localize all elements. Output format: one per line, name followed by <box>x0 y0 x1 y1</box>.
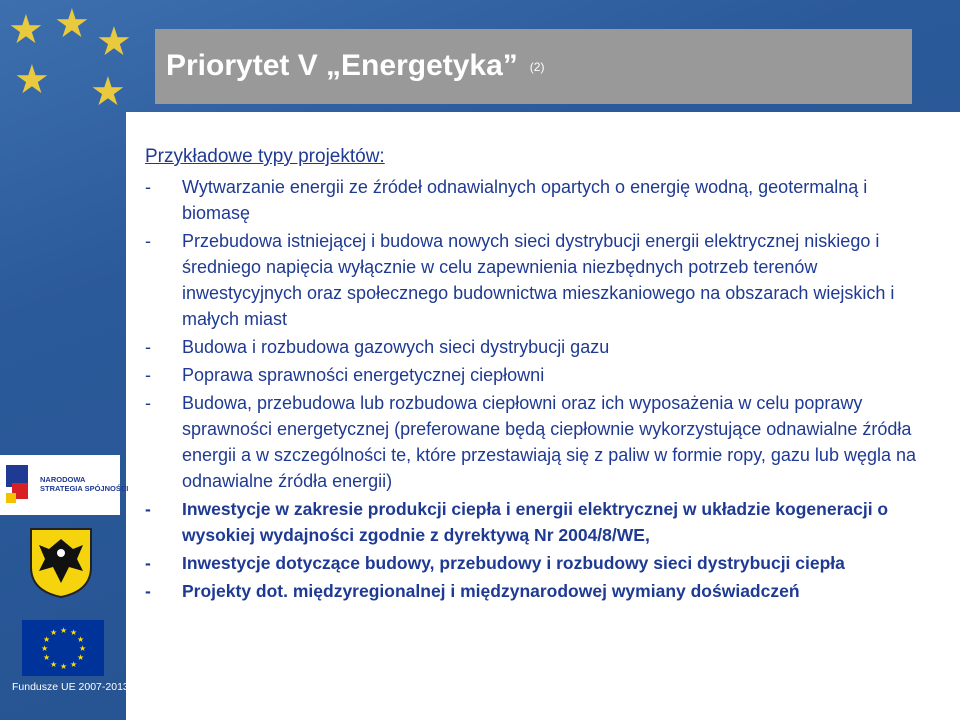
svg-text:★: ★ <box>41 644 49 653</box>
dash-marker: - <box>145 365 151 385</box>
list-item <box>145 496 940 548</box>
project-list <box>145 174 940 606</box>
star-icon: ★ <box>54 2 90 46</box>
svg-text:★: ★ <box>60 626 68 635</box>
svg-text:★: ★ <box>70 628 78 637</box>
list-item <box>145 334 940 360</box>
list-item-text: Projekty dot. międzyregionalnej i międzynarodowej wymiany doświadczeń <box>182 581 800 601</box>
nss-logo-icon <box>0 455 40 515</box>
list-item <box>145 228 940 332</box>
star-icon: ★ <box>90 70 126 114</box>
list-item-text: Budowa i rozbudowa gazowych sieci dystrybucji gazu <box>182 337 610 357</box>
list-item-text: Budowa, przebudowa lub rozbudowa ciepłowni oraz ich wyposażenia w celu poprawy sprawności energetycznej (preferowane będą ciepłownie wykorzystujące odnawialne źródła energii a w szczególności te, które przestawiają się z paliw w formie ropy, gazu lub węgla na odnawialne źródła energii) <box>182 393 917 491</box>
dash-marker: - <box>145 581 151 601</box>
coat-of-arms-icon <box>29 527 93 599</box>
list-item-text: Przebudowa istniejącej i budowa nowych sieci dystrybucji energii elektrycznej niskiego i średniego napięcia wyłącznie w celu zapewnienia niezbędnych potrzeb terenów inwestycyjnych oraz społecznego budownictwa mieszkaniowego na obszarach wiejskich i małych miast <box>182 231 895 329</box>
list-item-text: Inwestycje dotyczące budowy, przebudowy i rozbudowy sieci dystrybucji ciepła <box>182 553 845 573</box>
fund-label: Fundusze UE 2007-2013 <box>12 681 129 693</box>
list-item <box>145 578 940 604</box>
list-item <box>145 550 940 576</box>
eu-stars-icon <box>22 620 104 676</box>
list-item <box>145 390 940 494</box>
list-item <box>145 362 940 388</box>
dash-marker: - <box>145 393 151 413</box>
list-item-text: Inwestycje w zakresie produkcji ciepła i energii elektrycznej w układzie kogeneracji o wysokiej wydajności zgodnie z dyrektywą Nr 2004/8/WE, <box>182 499 889 545</box>
svg-text:★: ★ <box>77 653 85 662</box>
svg-text:★: ★ <box>43 635 51 644</box>
nss-logo-line2: STRATEGIA SPÓJNOŚCI <box>40 484 129 493</box>
list-item <box>145 174 940 226</box>
star-icon: ★ <box>96 20 132 64</box>
dash-marker: - <box>145 553 151 573</box>
nss-logo-text <box>40 475 128 493</box>
page-title <box>166 49 544 83</box>
dash-marker: - <box>145 337 151 357</box>
svg-text:★: ★ <box>50 660 58 669</box>
svg-text:★: ★ <box>70 660 78 669</box>
dash-marker: - <box>145 499 151 519</box>
eu-flag-icon <box>22 620 104 676</box>
svg-text:★: ★ <box>43 653 51 662</box>
list-item-text: Wytwarzanie energii ze źródeł odnawialnych opartych o energię wodną, geotermalną i biomasę <box>182 177 868 223</box>
svg-text:★: ★ <box>60 662 68 671</box>
svg-text:★: ★ <box>50 628 58 637</box>
svg-text:★: ★ <box>77 635 85 644</box>
list-item-text: Poprawa sprawności energetycznej ciepłowni <box>182 365 545 385</box>
star-icon: ★ <box>14 58 50 102</box>
nss-logo-line1: NARODOWA <box>40 475 86 484</box>
svg-text:★: ★ <box>79 644 87 653</box>
title-suffix: (2) <box>529 60 545 75</box>
dash-marker: - <box>145 177 151 197</box>
title-text: Priorytet V „Energetyka” <box>166 49 518 82</box>
section-heading: Przykładowe typy projektów: <box>145 146 385 167</box>
dash-marker: - <box>145 231 151 251</box>
star-icon: ★ <box>8 8 44 52</box>
